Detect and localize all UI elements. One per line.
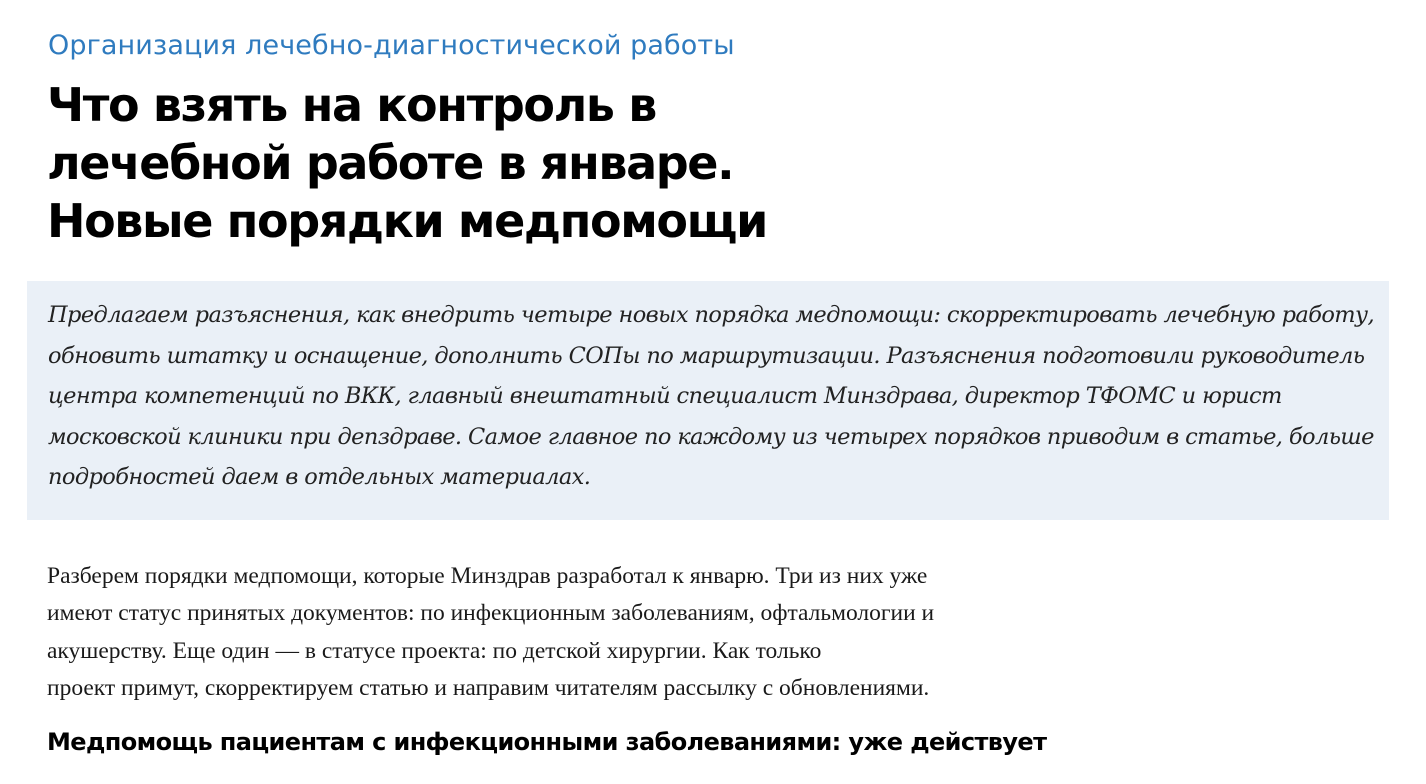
section-heading-infectious: Медпомощь пациентам с инфекционными заболеваниями: уже действует [47, 728, 1047, 756]
paragraph-line: акушерству. Еще один — в статусе проекта: по детской хирургии. Как только [47, 637, 822, 664]
article-intro-paragraph [47, 558, 1107, 707]
article-title: Что взять на контроль в лечебной работе в январе. Новые порядки медпомощи [47, 78, 767, 248]
paragraph-line: Разберем порядки медпомощи, которые Минздрав разработал к январю. Три из них уже [47, 563, 928, 589]
article-lead-box [27, 281, 1389, 520]
paragraph-line: проект примут, скорректируем статью и направим читателям рассылку с обновлениями. [47, 674, 930, 701]
paragraph-line: имеют статус принятых документов: по инфекционным заболеваниям, офтальмологии и [47, 600, 935, 627]
article-rubric-link[interactable]: Организация лечебно-диагностической работы [48, 30, 735, 61]
article-lead-text: Предлагаем разъяснения, как внедрить четыре новых порядка медпомощи: скорректировать лечебную работу, обновить штатку и оснащение, дополнить СОПы по маршрутизации. Разъяснения подготовили руководитель центра компетенций по ВКК, главный внештатный специалист Минздрава, директор ТФОМС и юрист московской клиники при депздраве. Самое главное по каждому из четырех порядков приводим в статье, больше подробностей даем в отдельных материалах. [48, 302, 1375, 490]
